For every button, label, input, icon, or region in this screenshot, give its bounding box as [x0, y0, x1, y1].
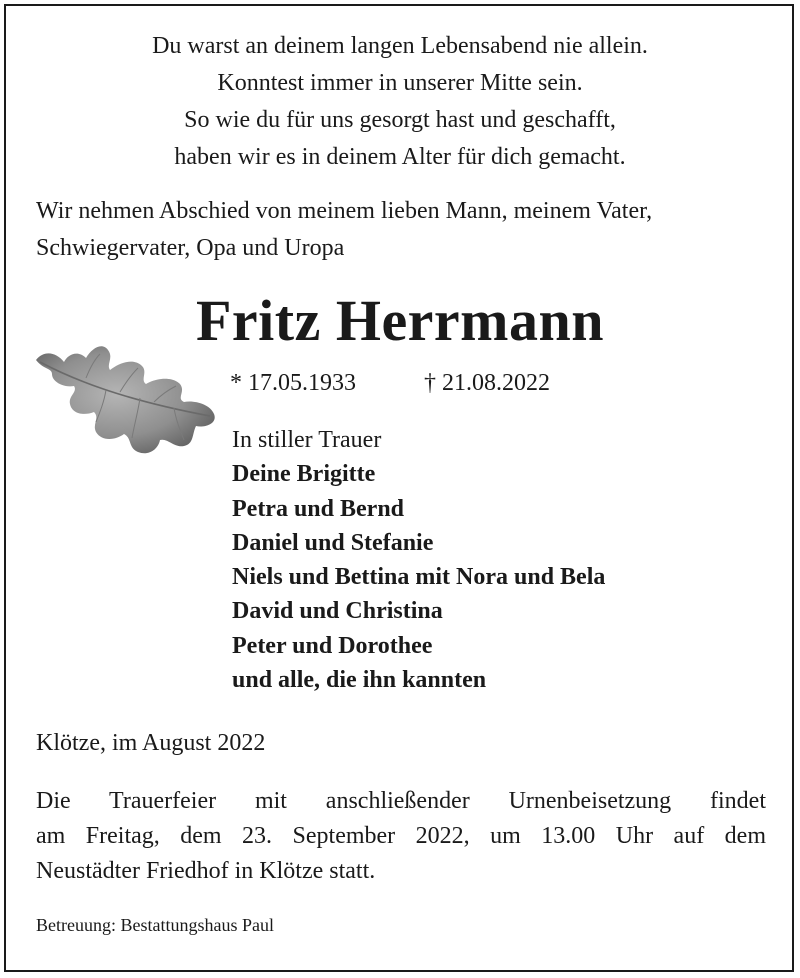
mourner-name: Deine Brigitte [232, 461, 376, 488]
service-line: Die Trauerfeier mit anschließender Urnenbeisetzung findet [36, 788, 766, 814]
deceased-name: Fritz Herrmann [195, 288, 604, 353]
poem-line: Du warst an deinem langen Lebensabend nie allein. [152, 33, 648, 59]
mourner-name: Petra und Bernd [232, 495, 405, 522]
mourners-block [232, 423, 605, 697]
oak-leaf-icon [34, 340, 219, 458]
service-line: Neustädter Friedhof in Klötze statt. [36, 858, 376, 884]
farewell-intro: Wir nehmen Abschied von meinem lieben Mann, meinem Vater, Schwiegervater, Opa und Uropa [36, 198, 653, 261]
poem-line: haben wir es in deinem Alter für dich gemacht. [174, 144, 626, 170]
poem-line: So wie du für uns gesorgt hast und geschafft, [184, 107, 616, 133]
mourner-name: und alle, die ihn kannten [232, 667, 487, 694]
mourner-name: Peter und Dorothee [232, 632, 433, 659]
mourner-name: Niels und Bettina mit Nora und Bela [232, 564, 606, 591]
mourner-name: Daniel und Stefanie [232, 529, 434, 556]
poem [0, 28, 800, 176]
birth-date: * 17.05.1933 [230, 370, 356, 396]
mourning-heading: In stiller Trauer [232, 427, 382, 453]
funeral-service-info [36, 784, 766, 889]
mourner-name: David und Christina [232, 598, 443, 625]
poem-line: Konntest immer in unserer Mitte sein. [217, 70, 583, 96]
funeral-home-credit: Betreuung: Bestattungshaus Paul [36, 915, 274, 935]
death-date: † 21.08.2022 [424, 370, 550, 396]
service-line: am Freitag, dem 23. September 2022, um 13.00 Uhr auf dem [36, 823, 766, 849]
place-date: Klötze, im August 2022 [36, 730, 266, 756]
